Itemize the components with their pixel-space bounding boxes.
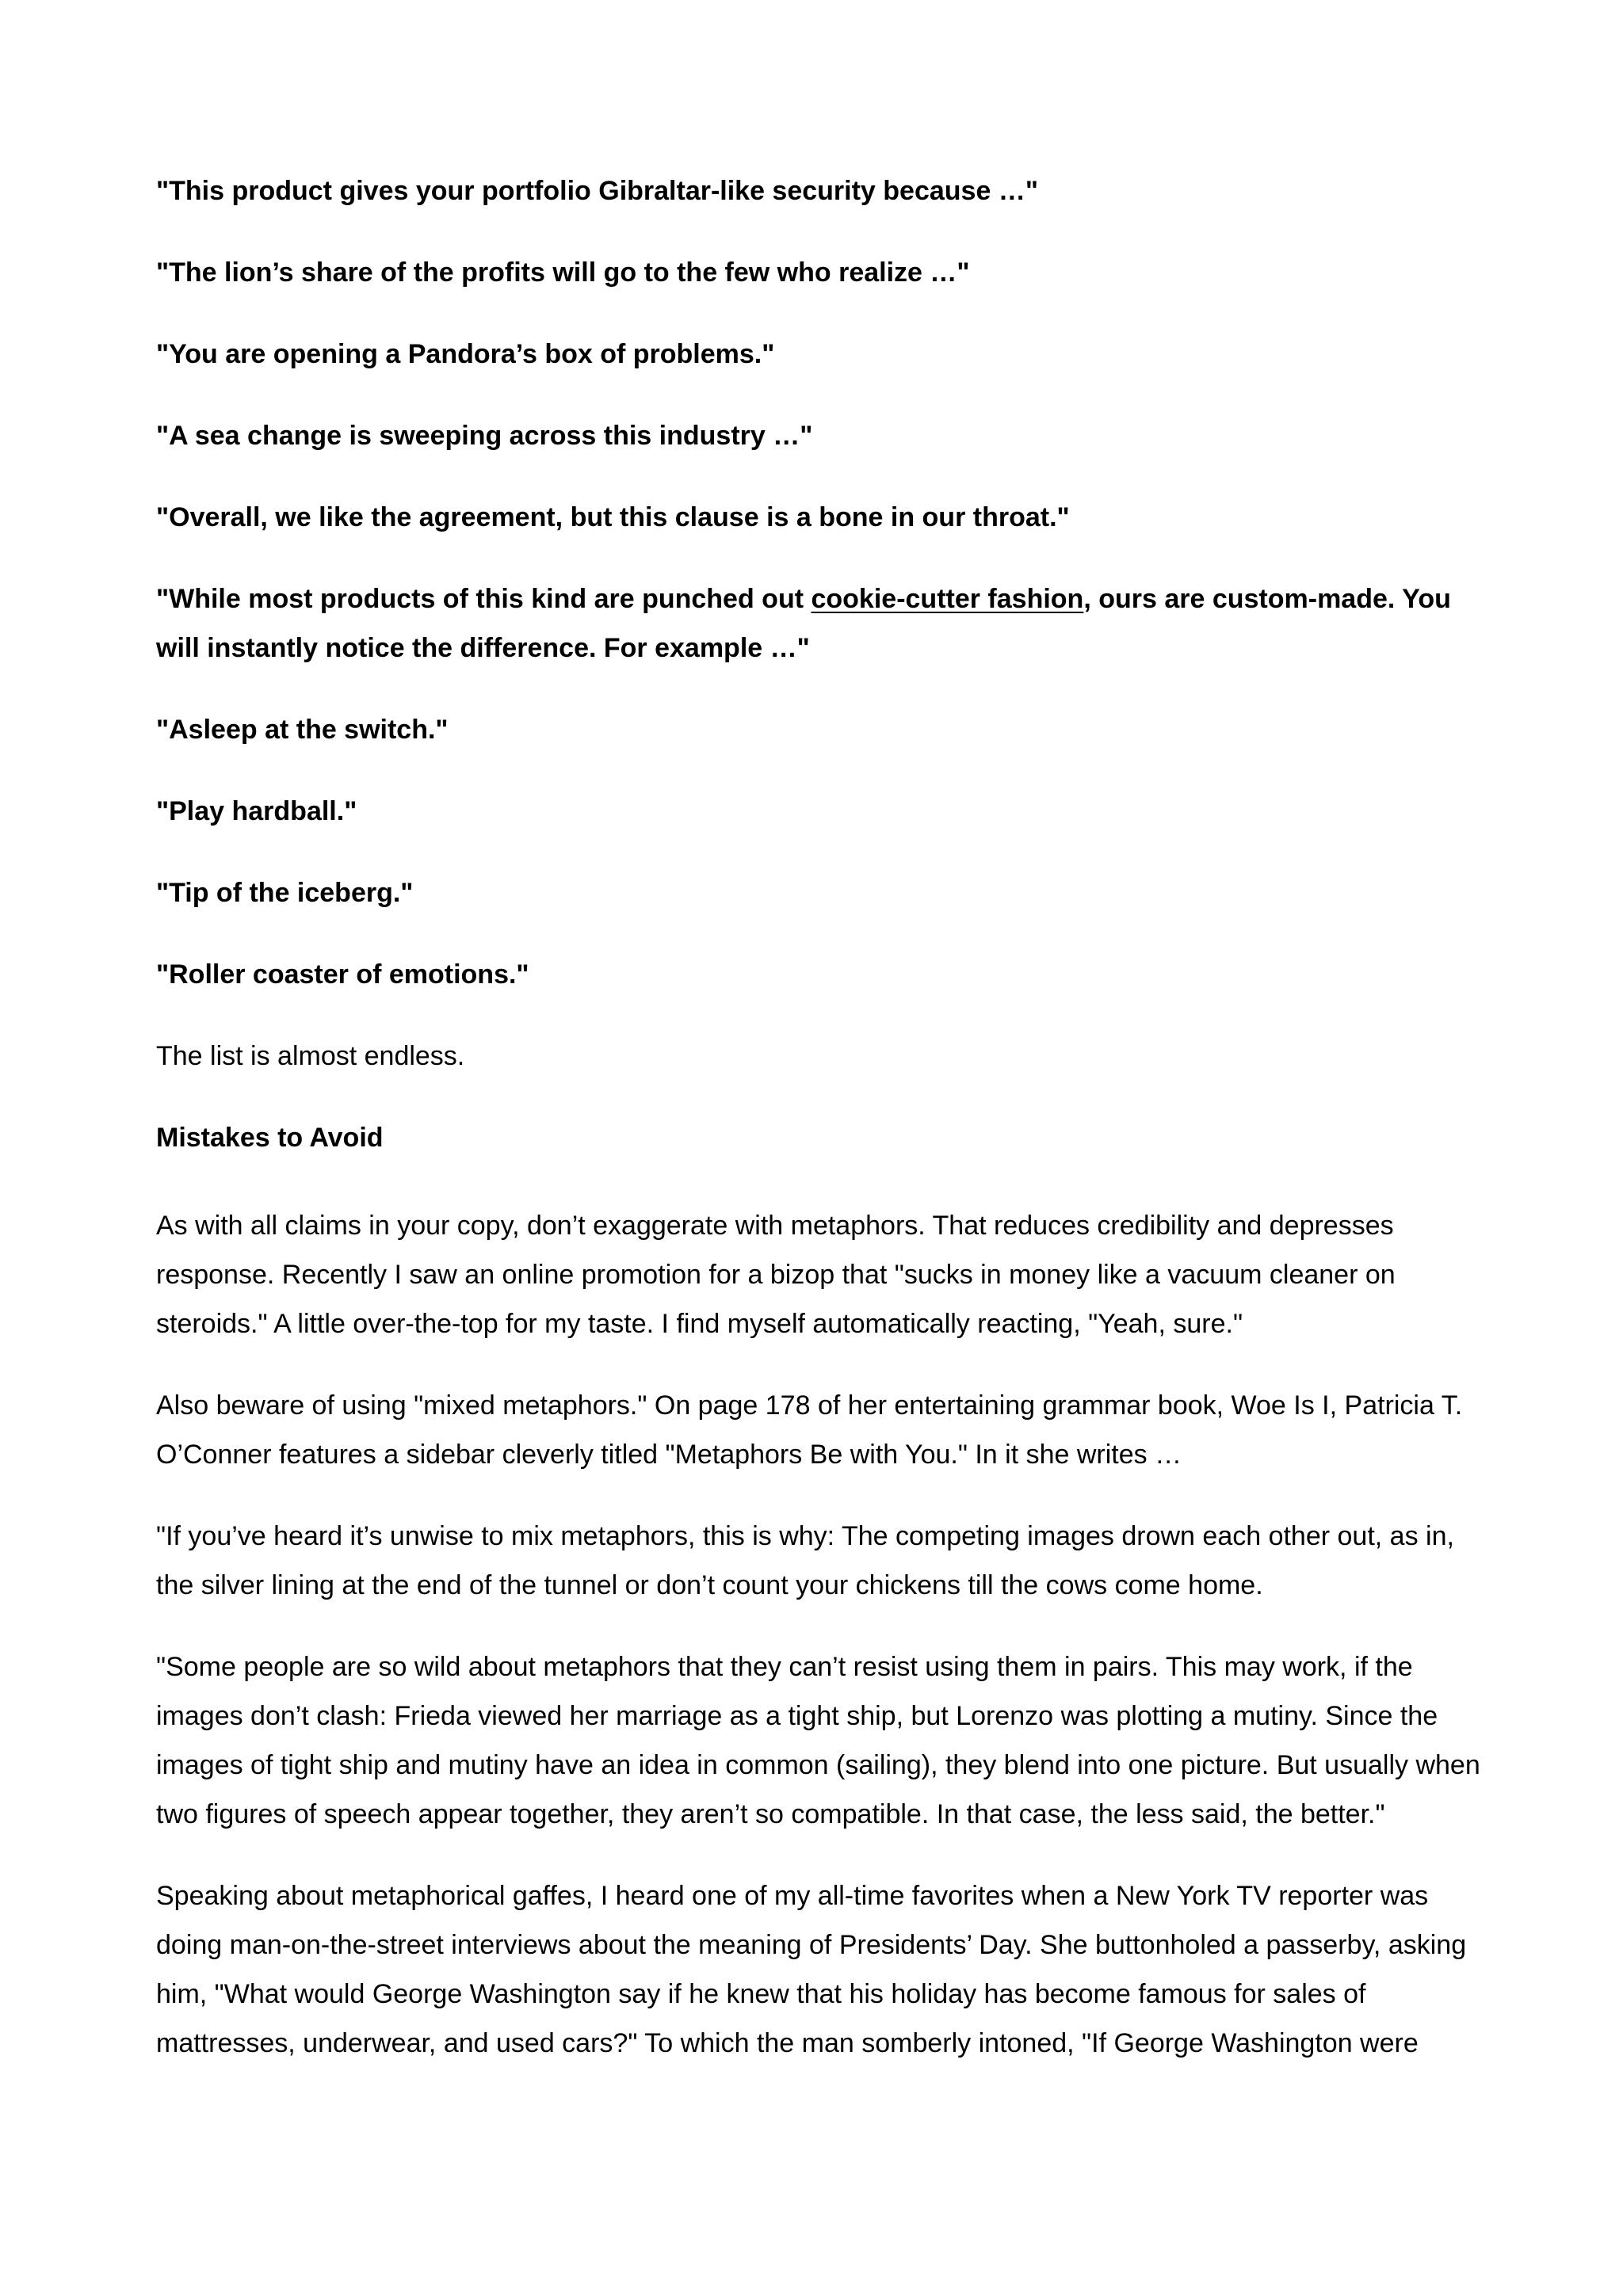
example-roller-coaster: "Roller coaster of emotions." <box>156 959 529 990</box>
section-heading: Mistakes to Avoid <box>156 1123 384 1153</box>
paragraph-presidents-day: Speaking about metaphorical gaffes, I heard one of my all-time favorites when a New York TV reporter was doing man-on-the-street interviews about the meaning of Presidents’ Day. She buttonholed a passerby, asking him, "What would George Washington say if he knew that his holiday has become famous for sales of mattresses, underwear, and used cars?" To which the man somberly intoned, "If George Washington were <box>156 1881 1467 2058</box>
paragraph-quote-competing-images: "If you’ve heard it’s unwise to mix metaphors, this is why: The competing images drown each other out, as in, the silver lining at the end of the tunnel or don’t count your chickens till the cows come home. <box>156 1521 1454 1600</box>
example-play-hardball: "Play hardball." <box>156 796 357 826</box>
example-lions-share: "The lion’s share of the profits will go to the few who realize …" <box>156 257 970 288</box>
paragraph-quote-pairs: "Some people are so wild about metaphors that they can’t resist using them in pairs. This may work, if the images don’t clash: Frieda viewed her marriage as a tight ship, but Lorenzo was plotting a mutiny. Since the images of tight ship and mutiny have an idea in common (sailing), they blend into one picture. But usually when two figures of speech appear together, they aren’t so compatible. In that case, the less said, the better." <box>156 1652 1480 1829</box>
document-page <box>156 166 1487 2100</box>
example-cookie-cutter <box>156 574 1487 673</box>
paragraph-mixed-metaphors: Also beware of using "mixed metaphors." On page 178 of her entertaining grammar book, Woe Is I, Patricia T. O’Conner features a sidebar cleverly titled "Metaphors Be with You." In it she writes … <box>156 1390 1463 1470</box>
example-bone-in-throat: "Overall, we like the agreement, but this clause is a bone in our throat." <box>156 502 1070 532</box>
cookie-example-before: "While most products of this kind are punched out <box>156 584 812 614</box>
paragraph-exaggerate: As with all claims in your copy, don’t exaggerate with metaphors. That reduces credibility and depresses response. Recently I saw an online promotion for a bizop that "sucks in money like a vacuum cleaner on steroids." A little over-the-top for my taste. I find myself automatically reacting, "Yeah, sure." <box>156 1211 1396 1339</box>
example-asleep-at-switch: "Asleep at the switch." <box>156 715 449 745</box>
cookie-cutter-link[interactable]: cookie-cutter fashion <box>811 584 1084 614</box>
cookie-example-after: , ours are custom-made. You will instantly notice the difference. For example …" <box>156 584 1451 663</box>
example-gibraltar: "This product gives your portfolio Gibraltar-like security because …" <box>156 176 1038 206</box>
example-tip-of-iceberg: "Tip of the iceberg." <box>156 878 414 908</box>
example-pandoras-box: "You are opening a Pandora’s box of problems." <box>156 339 775 369</box>
list-note: The list is almost endless. <box>156 1041 465 1071</box>
example-sea-change: "A sea change is sweeping across this industry …" <box>156 421 813 451</box>
